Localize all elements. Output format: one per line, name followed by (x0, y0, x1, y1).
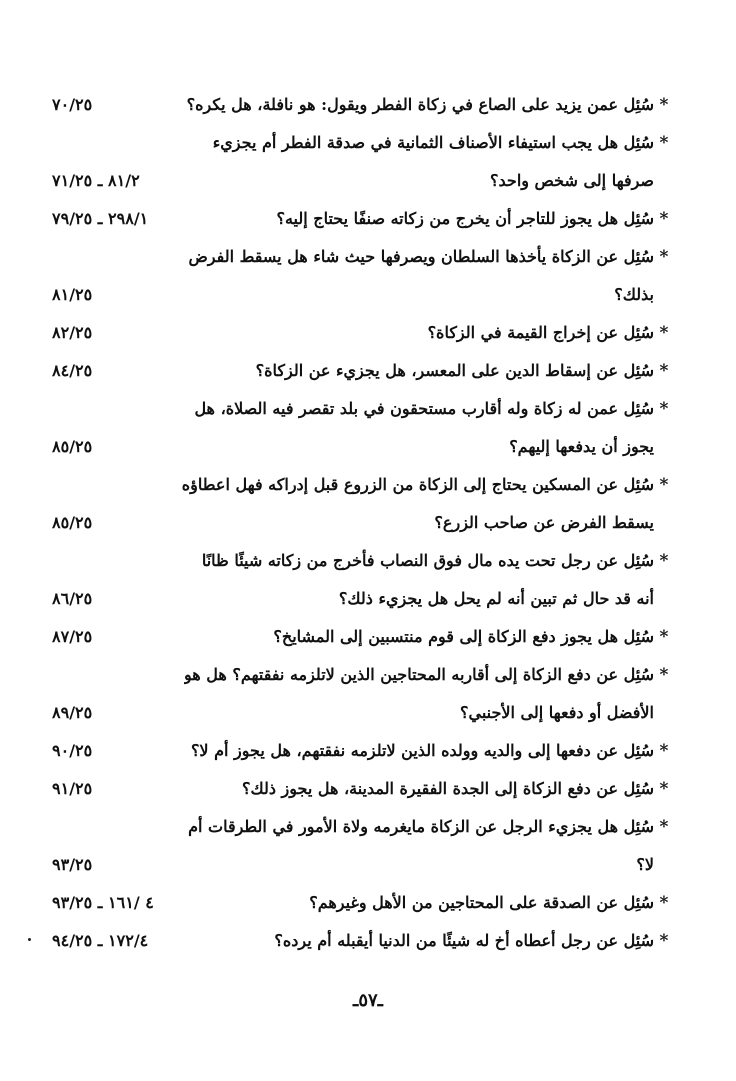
index-entry (52, 390, 674, 466)
entry-text: سُئِل عن المسكين يحتاج إلى الزكاة من الزروع قبل إدراكه فهل اعطاؤه (181, 475, 654, 494)
index-entry (52, 200, 674, 238)
entry-text: سُئِل عن رجل تحت يده مال فوق النصاب فأخرج من زكاته شيئًا ظانًا (201, 551, 654, 570)
entry-line (52, 428, 674, 466)
entry-line (52, 200, 674, 238)
entry-line (52, 542, 674, 580)
asterisk-bullet-icon: * (659, 361, 669, 381)
volume-page-reference: ٩٣/٢٥ (52, 855, 93, 874)
entry-text: لا؟ (636, 855, 654, 874)
entry-text: أنه قد حال ثم تبين أنه لم يحل هل يجزيء ذلك؟ (338, 589, 654, 608)
entry-line (52, 732, 674, 770)
asterisk-bullet-icon: * (659, 779, 669, 799)
index-entry (52, 770, 674, 808)
page-number: ـ٥٧ـ (353, 990, 383, 1011)
index-entry (52, 808, 674, 884)
entry-line (52, 352, 674, 390)
asterisk-bullet-icon: * (659, 323, 669, 343)
asterisk-bullet-icon: * (659, 817, 669, 837)
index-entry (52, 314, 674, 352)
entry-text: سُئِل عن إسقاط الدين على المعسر، هل يجزيء عن الزكاة؟ (255, 361, 654, 380)
entry-text: سُئِل عن الصدقة على المحتاجين من الأهل وغيرهم؟ (309, 893, 654, 912)
index-entry (52, 238, 674, 314)
entry-line (52, 390, 674, 428)
asterisk-bullet-icon: * (659, 209, 669, 229)
volume-page-reference: ٩١/٢٥ (52, 779, 93, 798)
entry-text: سُئِل عمن له زكاة وله أقارب مستحقون في بلد تقصر فيه الصلاة، هل (194, 399, 654, 418)
entry-line (52, 770, 674, 808)
index-entry (52, 884, 674, 922)
asterisk-bullet-icon: * (659, 133, 669, 153)
volume-page-reference: ٨٢/٢٥ (52, 323, 93, 342)
asterisk-bullet-icon: * (659, 475, 669, 495)
volume-page-reference: ١٧٢/٤ ـ ٩٤/٢٥ (52, 931, 149, 950)
volume-page-reference: ٨١/٢٥ (52, 285, 93, 304)
entry-line (52, 618, 674, 656)
entry-line (52, 276, 674, 314)
entry-text: سُئِل هل يجب استيفاء الأصناف الثمانية في صدقة الفطر أم يجزيء (212, 133, 654, 152)
index-entry (52, 124, 674, 200)
volume-page-reference: ٢٩٨/١ ـ ٧٩/٢٥ (52, 209, 149, 228)
volume-page-reference: ٧٠/٢٥ (52, 95, 93, 114)
asterisk-bullet-icon: * (659, 931, 669, 951)
asterisk-bullet-icon: * (659, 627, 669, 647)
entry-text: سُئِل عن دفع الزكاة إلى أقاربه المحتاجين الذين لاتلزمه نفقتهم؟ هل هو (184, 665, 654, 684)
entry-line (52, 656, 674, 694)
margin-dot (28, 938, 31, 941)
entry-line (52, 124, 674, 162)
asterisk-bullet-icon: * (659, 399, 669, 419)
entry-line (52, 238, 674, 276)
index-entry (52, 922, 674, 960)
entry-text: سُئِل عن الزكاة يأخذها السلطان ويصرفها حيث شاء هل يسقط الفرض (188, 247, 654, 266)
entry-line (52, 162, 674, 200)
entry-text: سُئِل عمن يزيد على الصاع في زكاة الفطر ويقول: هو نافلة، هل يكره؟ (186, 95, 654, 114)
entry-text: سُئِل عن دفع الزكاة إلى الجدة الفقيرة المدينة، هل يجوز ذلك؟ (241, 779, 654, 798)
entry-text: سُئِل هل يجزيء الرجل عن الزكاة مايغرمه ولاة الأمور في الطرقات أم (188, 817, 654, 836)
entry-line (52, 694, 674, 732)
entry-line (52, 922, 674, 960)
asterisk-bullet-icon: * (659, 551, 669, 571)
entry-text: سُئِل عن رجل أعطاه أخ له شيئًا من الدنيا أيقبله أم يرده؟ (274, 931, 654, 950)
entry-text: سُئِل هل يجوز للتاجر أن يخرج من زكاته صنفًا يحتاج إليه؟ (276, 209, 654, 228)
index-entry (52, 656, 674, 732)
entry-text: بذلك؟ (614, 285, 654, 304)
index-entry (52, 542, 674, 618)
entry-text: صرفها إلى شخص واحد؟ (490, 171, 654, 190)
entry-text: يسقط الفرض عن صاحب الزرع؟ (434, 513, 654, 532)
volume-page-reference: ٨٥/٢٥ (52, 513, 93, 532)
entry-line (52, 314, 674, 352)
entry-line (52, 466, 674, 504)
entry-line (52, 808, 674, 846)
index-entry (52, 352, 674, 390)
asterisk-bullet-icon: * (659, 665, 669, 685)
index-entry (52, 732, 674, 770)
volume-page-reference: ٨٩/٢٥ (52, 703, 93, 722)
volume-page-reference: ٤ /١٦١ ـ ٩٣/٢٥ (52, 893, 154, 912)
entry-text: يجوز أن يدفعها إليهم؟ (509, 437, 654, 456)
index-entry (52, 86, 674, 124)
volume-page-reference: ٩٠/٢٥ (52, 741, 93, 760)
entry-text: الأفضل أو دفعها إلى الأجنبي؟ (459, 703, 654, 722)
volume-page-reference: ٨٥/٢٥ (52, 437, 93, 456)
entry-line (52, 884, 674, 922)
asterisk-bullet-icon: * (659, 893, 669, 913)
entry-line (52, 86, 674, 124)
entry-line (52, 504, 674, 542)
asterisk-bullet-icon: * (659, 95, 669, 115)
entry-text: سُئِل عن دفعها إلى والديه وولده الذين لاتلزمه نفقتهم، هل يجوز أم لا؟ (190, 741, 654, 760)
entry-line (52, 580, 674, 618)
index-entry (52, 466, 674, 542)
entry-text: سُئِل هل يجوز دفع الزكاة إلى قوم منتسبين إلى المشايخ؟ (273, 627, 654, 646)
entry-line (52, 846, 674, 884)
asterisk-bullet-icon: * (659, 741, 669, 761)
index-entry (52, 618, 674, 656)
asterisk-bullet-icon: * (659, 247, 669, 267)
volume-page-reference: ٨٦/٢٥ (52, 589, 93, 608)
volume-page-reference: ٨٧/٢٥ (52, 627, 93, 646)
volume-page-reference: ٨٤/٢٥ (52, 361, 93, 380)
entry-text: سُئِل عن إخراج القيمة في الزكاة؟ (427, 323, 654, 342)
volume-page-reference: ٨١/٢ ـ ٧١/٢٥ (52, 171, 140, 190)
